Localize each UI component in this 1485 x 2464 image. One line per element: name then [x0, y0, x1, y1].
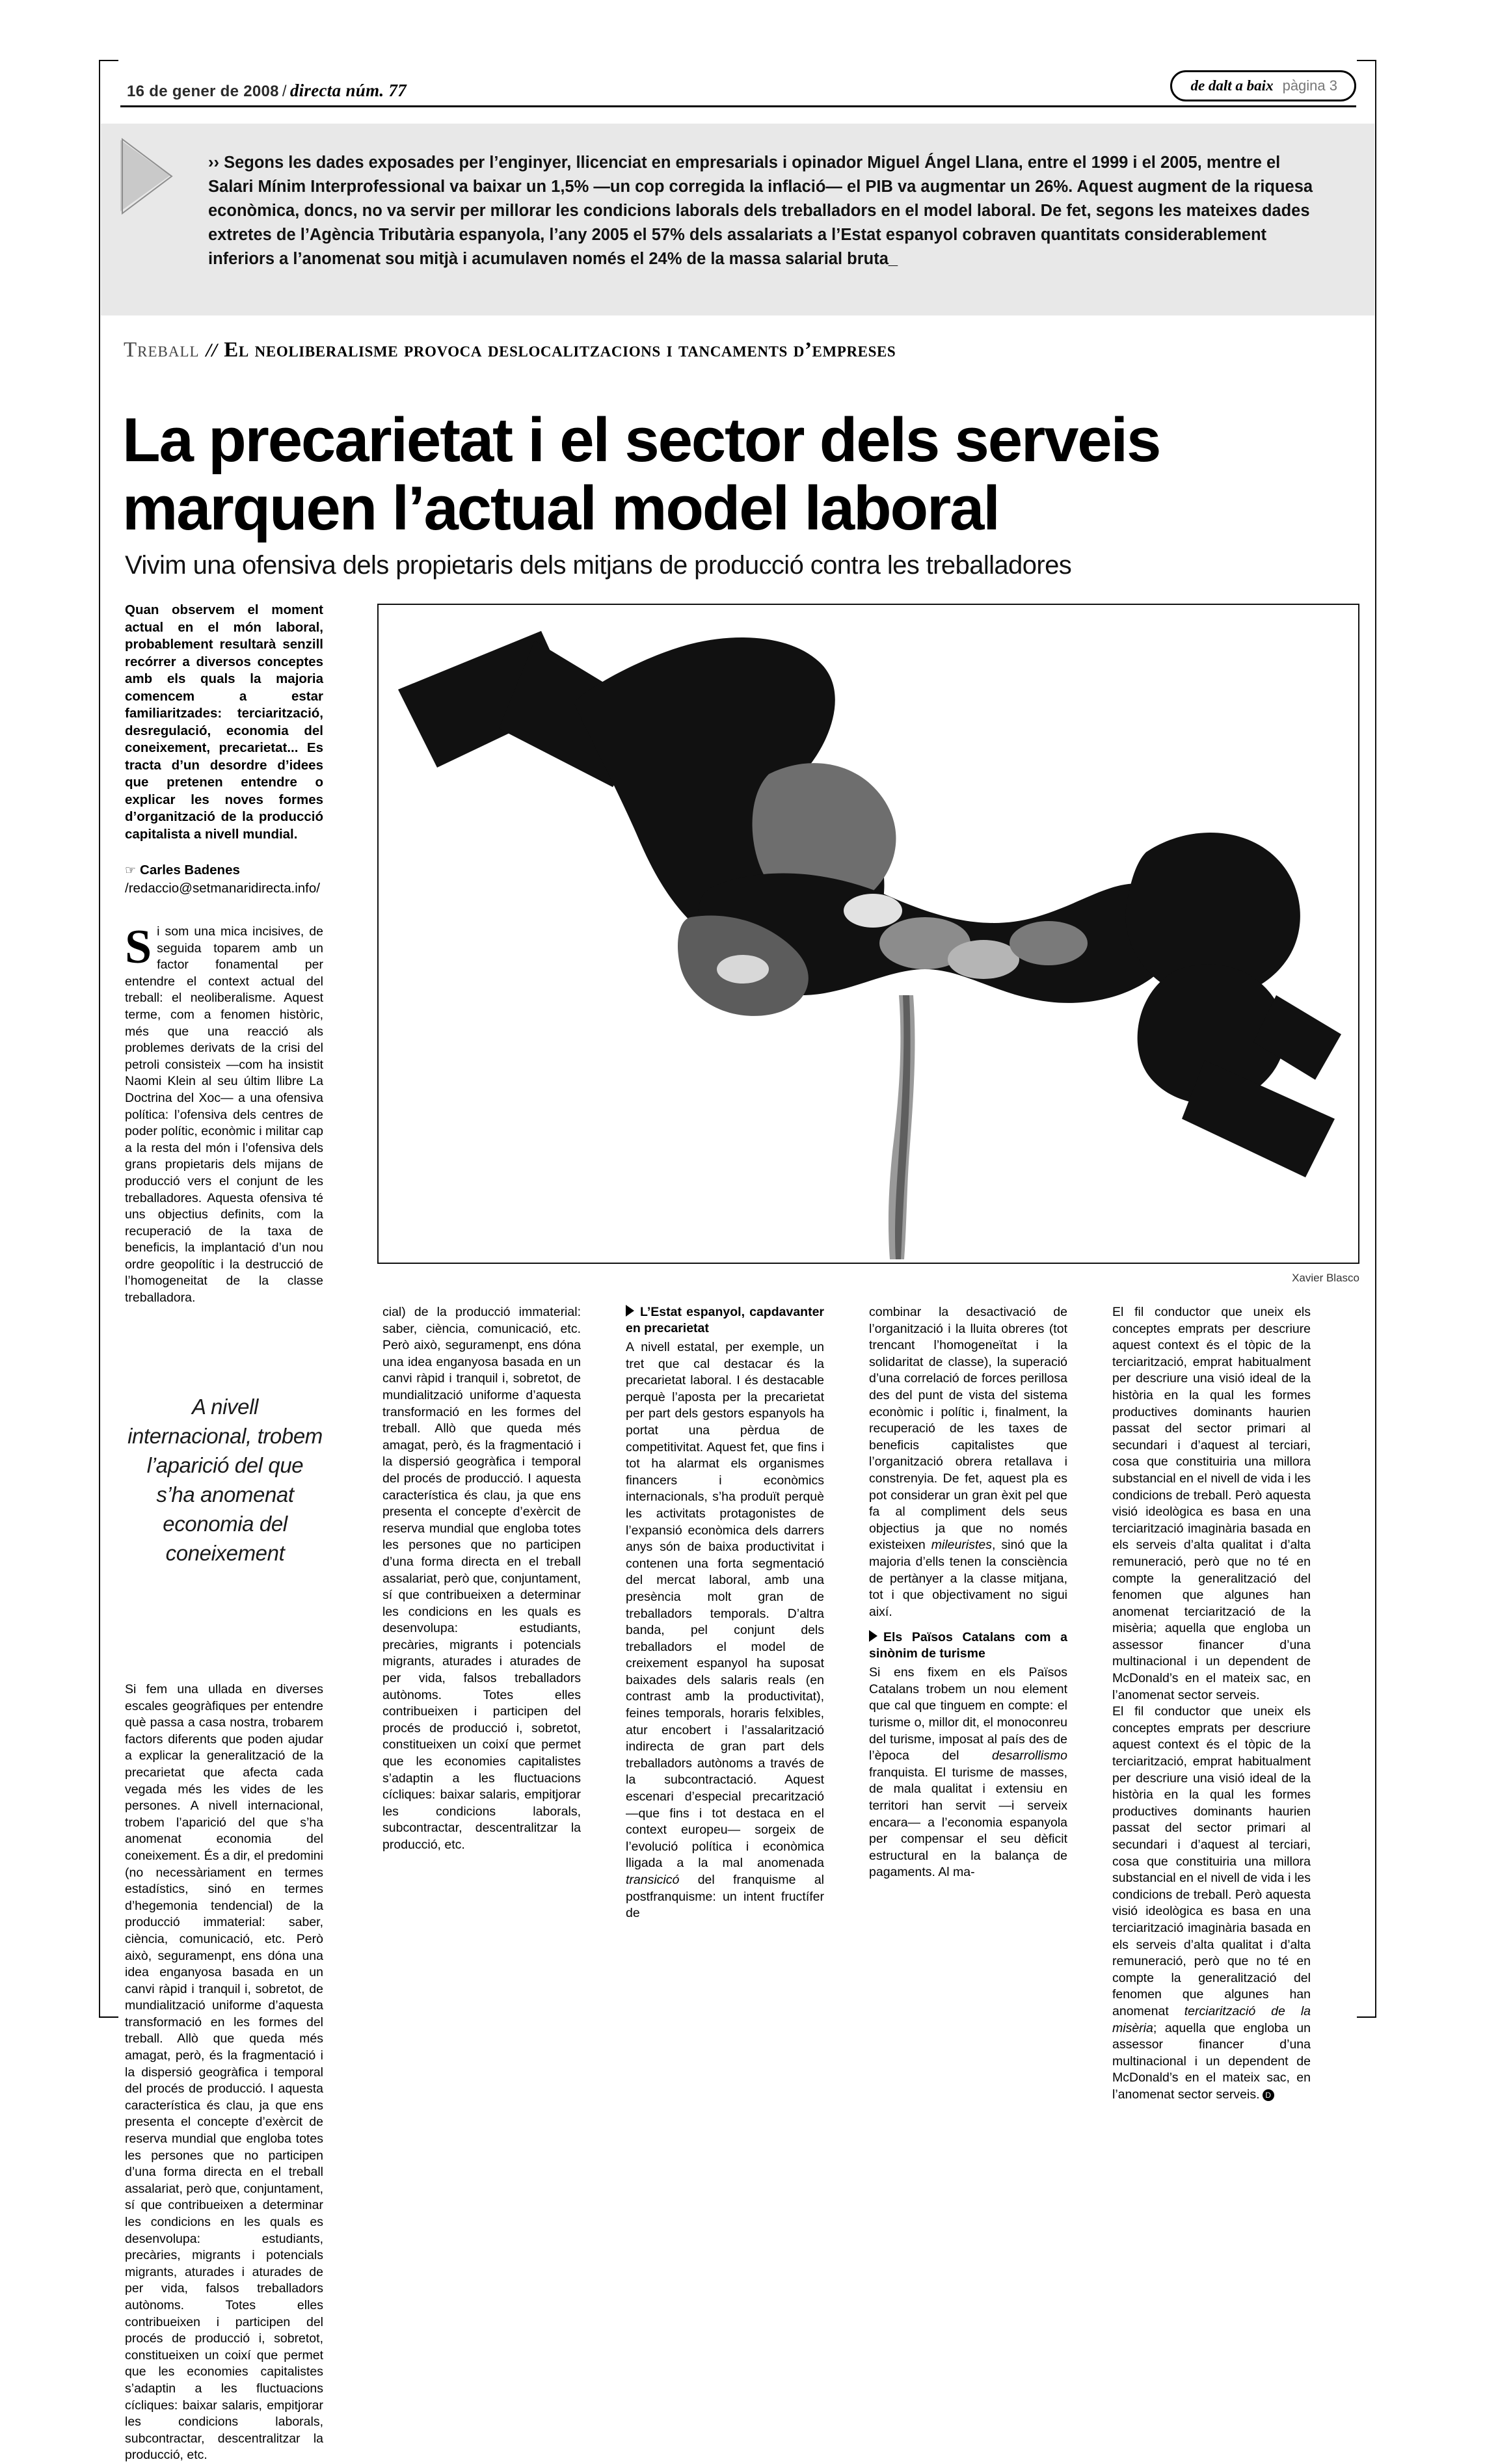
publication-name: directa núm. 77	[289, 81, 407, 100]
section-heading-1	[626, 1304, 824, 1337]
author-email: /redaccio@setmanaridirecta.info/	[125, 881, 320, 896]
lead-arrow-outline-icon	[121, 138, 173, 215]
article-kicker	[124, 338, 1359, 362]
masthead	[120, 70, 1356, 107]
photo-credit: Xavier Blasco	[1292, 1272, 1359, 1284]
crop-mark-bottom-right	[1357, 2016, 1376, 2018]
crop-mark-top-right	[1357, 60, 1376, 61]
page-number: pàgina 3	[1282, 77, 1337, 94]
article-headline: La precarietat i el sector dels serveis marquen l’actual model laboral	[122, 405, 1160, 544]
column3-text: combinar la desactivació de l’organització i la lluita obreres (tot trencant l’homogeneïtat i la solidaritat de classe), la superació d’una correlació de forces perillosa des del punt de vista del sistema econòmic i polític i, finalment, la recuperació de les taxes de beneficis capitalistes que l’organització obrera retallava i constrenyia. De fet, aquest pla es pot considerar un gran èxit pel que fa al compliment dels seus objectius ja que no només existeixen mileuristes, sinó que la majoria d’ells tenen la consciència de pertànyer a la classe mitjana, tot i que objectivament no sigui així.	[869, 1305, 1067, 1619]
pen-icon: ☞	[125, 864, 137, 877]
body-column-4	[1112, 1304, 1311, 2104]
photo-illustration	[379, 605, 1358, 1263]
page-frame-right	[1375, 60, 1376, 2018]
section-badge	[1170, 70, 1356, 101]
author-name: Carles Badenes	[140, 863, 240, 877]
article-photo	[377, 604, 1359, 1264]
kicker-label: Treball	[124, 338, 200, 362]
intro-lead-paragraph: Quan observem el moment actual en el món laboral, probablement resultarà senzill recórrer a diversos conceptes amb els quals la majoria comencem a estar familiaritzades: terciarització, desregulació, economia del coneixement, precarietat... Es tracta d’un desordre d’idees que pretenen entendre o explicar les noves formes d’organització de la producció capitalista a nivell mundial.	[125, 602, 323, 842]
crop-mark-bottom-left	[99, 2016, 118, 2018]
intro-continued-text: Si fem una ullada en diverses escales geogràfiques per entendre què passa a casa nostra, trobarem factors diferents que poden ajudar a explicar la generalització de la precarietat que afecta cada vegada més les vides de les persones. A nivell internacional, trobem l’aparició del que s’ha anomenat economia del coneixement. És a dir, el predomini (no necessàriament en termes estadístics, sinó en termes d’hegemonia tendencial) de la producció immaterial: saber, ciència, comunicació, etc. Però això, seguramenpt, ens dóna una idea enganyosa basada en un canvi ràpid i tranquil i, sobretot, de mundialització uniforme d’aquesta transformació en les formes del treball. Allò que queda més amagat, però, és la fragmentació i la dispersió geogràfica i temporal del procés de producció. I aquesta característica és clau, ja que ens presenta el concepte d’exèrcit de reserva mundial que engloba totes les persones que no participen d’una forma directa en el treball assalariat, però que, conjuntament, sí que contribueixen a determinar les condicions en les quals es desenvolupa: estudiants, precàries, migrants i potencials migrants, aturades i aturades de per vida, falsos treballadors autònoms. Totes elles contribueixen i participen del procés de producció i, sobretot, constitueixen un coixí que permet que les economies capitalistes s’adaptin a les fluctuacions cícliques: baixar salaris, empitjorar les condicions laborals, subcontractar, descentralitzar la producció, etc.	[125, 1682, 323, 2463]
masthead-separator: /	[282, 83, 287, 100]
body-column-3	[869, 1304, 1067, 1881]
lead-summary-text	[208, 151, 1314, 271]
dropcap-letter: S	[125, 920, 152, 974]
page-frame-left	[99, 60, 100, 2018]
intro-column	[125, 602, 323, 897]
intro-body-paragraph	[125, 920, 323, 1307]
end-mark-icon: D	[1263, 2089, 1274, 2101]
column3-text-2: Si ens fixem en els Països Catalans trobem un nou element que cal que tinguem en compte: el turisme o, millor dit, el monoconreu del turisme, imposat al país des de l’època del desarrollismo franquista. El turisme de masses, de mala qualitat i extensiu en territori han servit —i serveix encara— a l’economia espanyola per compensar el seu dèficit estructural en la balança de pagaments. Al ma-	[869, 1665, 1067, 1880]
crop-mark-top-left	[99, 60, 118, 61]
body-column-1	[382, 1304, 581, 1854]
intro-continued-paragraph	[125, 1681, 323, 2464]
section-heading-1-label: L’Estat espanyol, capdavanter en precarietat	[626, 1305, 824, 1335]
column4-text: El fil conductor que uneix els conceptes emprats per descriure aquest context és el tòpic de la terciarització, emprat habitualment per descriure una visió ideal de la història en la qual les formes productives dominants haurien passat del sector primari al secundari i d’aquest al terciari, cosa que constituiria una millora substancial en el nivell de vida i les condicions de treball. Però aquesta visió ideològica es basa en una terciarització imaginària basada en els serveis d’alta qualitat i d’alta remuneració, però que no té en compte la generalització del fenomen que algunes han anomenat terciarització de la misèria; aquella que engloba un assessor financer d’una multinacional i un dependent de McDonald’s en el mateix sac, en l’anomenat sector serveis.	[1112, 1305, 1311, 1702]
lead-marker: ››	[208, 154, 219, 172]
column4-text-2: El fil conductor que uneix els conceptes emprats per descriure aquest context és el tòpic de la terciarització, emprat habitualment per descriure una visió ideal de la història en la qual les formes productives dominants haurien passat del sector primari al secundari i d’aquest al terciari, cosa que constituiria una millora substancial en el nivell de vida i les condicions de treball. Però aquesta visió ideològica es basa en una terciarització imaginària basada en els serveis d’alta qualitat i d’alta remuneració, però que no té en compte la generalització del fenomen que algunes han anomenat terciarització de la misèria; aquella que engloba un assessor financer d’una multinacional i un dependent de McDonald’s en el mateix sac, en l’anomenat sector serveis. D	[1112, 1704, 1311, 2102]
article-subheadline: Vivim una ofensiva dels propietaris dels mitjans de producció contra les treballadores	[125, 551, 1072, 580]
section-heading-2-label: Els Països Catalans com a sinònim de turisme	[869, 1630, 1067, 1661]
section-heading-2	[869, 1629, 1067, 1662]
byline	[125, 861, 323, 897]
body-column-2	[626, 1304, 824, 1922]
triangle-bullet-icon	[626, 1305, 634, 1317]
intro-body-text: i som una mica incisives, de seguida toparem amb un factor fonamental per entendre el context actual del treball: el neoliberalisme. Aquest terme, com a fenomen històric, més que una reacció als problemes derivats de la crisi del petroli consisteix —com ha insistit Naomi Klein al seu últim llibre La Doctrina del Xoc— a una ofensiva política: l’ofensiva dels centres de poder polític, econòmic i militar cap a la resta del món i l’ofensiva dels grans propietaris dels mijans de producció vers el conjunt de les treballadores. Aquesta ofensiva té uns objectius definits, com la recuperació de la taxa de beneficis, la implantació d’un nou ordre geopolític i la destrucció de l’homogeneitat de la classe treballadora.	[125, 924, 323, 1306]
pull-quote: A nivell internacional, trobem l’aparició del que s’ha anomenat economia del coneixement	[127, 1395, 323, 1565]
masthead-rule	[120, 105, 1356, 107]
section-name: de dalt a baix	[1190, 77, 1274, 94]
triangle-bullet-icon-2	[869, 1630, 877, 1642]
publication-date: 16 de gener de 2008	[127, 83, 279, 100]
lead-body: Segons les dades exposades per l’enginyer, llicenciat en empresarials i opinador Miguel Ángel Llana, entre el 1999 i el 2005, mentre el Salari Mínim Interprofessional va baixar un 1,5% —un cop corregida la inflació— el PIB va augmentar un 26%. Aquest augment de la riquesa econòmica, doncs, no va servir per millorar les condicions laborals dels treballadors en el model laboral. De fet, segons les mateixes dades extretes de l’Agència Tributària espanyola, l’any 2005 el 57% dels assalariats a l’Estat espanyol cobraven quantitats considerablement inferiors a l’anomenat sou mitjà i acumulaven només el 24% de la massa salarial bruta_	[208, 154, 1313, 268]
kicker-heading: El neoliberalisme provoca deslocalitzacions i tancaments d’empreses	[224, 338, 896, 362]
column1-text: cial) de la producció immaterial: saber, ciència, comunicació, etc. Però això, seguramenpt, ens dóna una idea enganyosa basada en un canvi ràpid i tranquil i, sobretot, de mundialització uniforme d’aquesta transformació en les formes del treball. Allò que queda més amagat, però, és la fragmentació i la dispersió geogràfica i temporal del procés de producció. I aquesta característica és clau, ja que ens presenta el concepte d’exèrcit de reserva mundial que engloba totes les persones que no participen d’una forma directa en el treball assalariat, però que, conjuntament, sí que contribueixen a determinar les condicions en les quals es desenvolupa: estudiants, precàries, migrants i potencials migrants, aturades i aturades de per vida, falsos treballadors autònoms. Totes elles contribueixen i participen del procés de producció i, sobretot, constitueixen un coixí que permet que les economies capitalistes s’adaptin a les fluctuacions cícliques: baixar salaris, empitjorar les condicions laborals, subcontractar, descentralitzar la producció, etc.	[382, 1305, 581, 1852]
column2-text: A nivell estatal, per exemple, un tret que cal destacar és la precarietat laboral. I és destacable perquè l’aposta per la precarietat per part dels gestors espanyols ha portat una pèrdua de competitivitat. Aquest fet, que fins i tot ha alarmat els organismes financers i econòmics internacionals, s’ha produït perquè les activitats protagonistes de l’expansió econòmica dels darrers anys són de baixa productivitat i contenen una forta segmentació del mercat laboral, amb una presència molt gran de treballadors temporals. D’altra banda, pel conjunt dels treballadors el model de creixement espanyol ha suposat baixades dels salaris reals (en contrast amb la productivitat), feines temporals, horaris felxibles, atur encobert i l’assalarització indirecta de gran part dels treballadors autònoms a través de la subcontractació. Aquest escenari d’especial precarització —que fins i tot destaca en el context europeu— sorgeix de l’evolució política i econòmica lligada a la mal anomenada transicicó del franquisme al postfranquisme: un intent fructífer de	[626, 1340, 824, 1921]
masthead-date-line	[127, 81, 407, 101]
kicker-slashes: //	[206, 340, 218, 361]
